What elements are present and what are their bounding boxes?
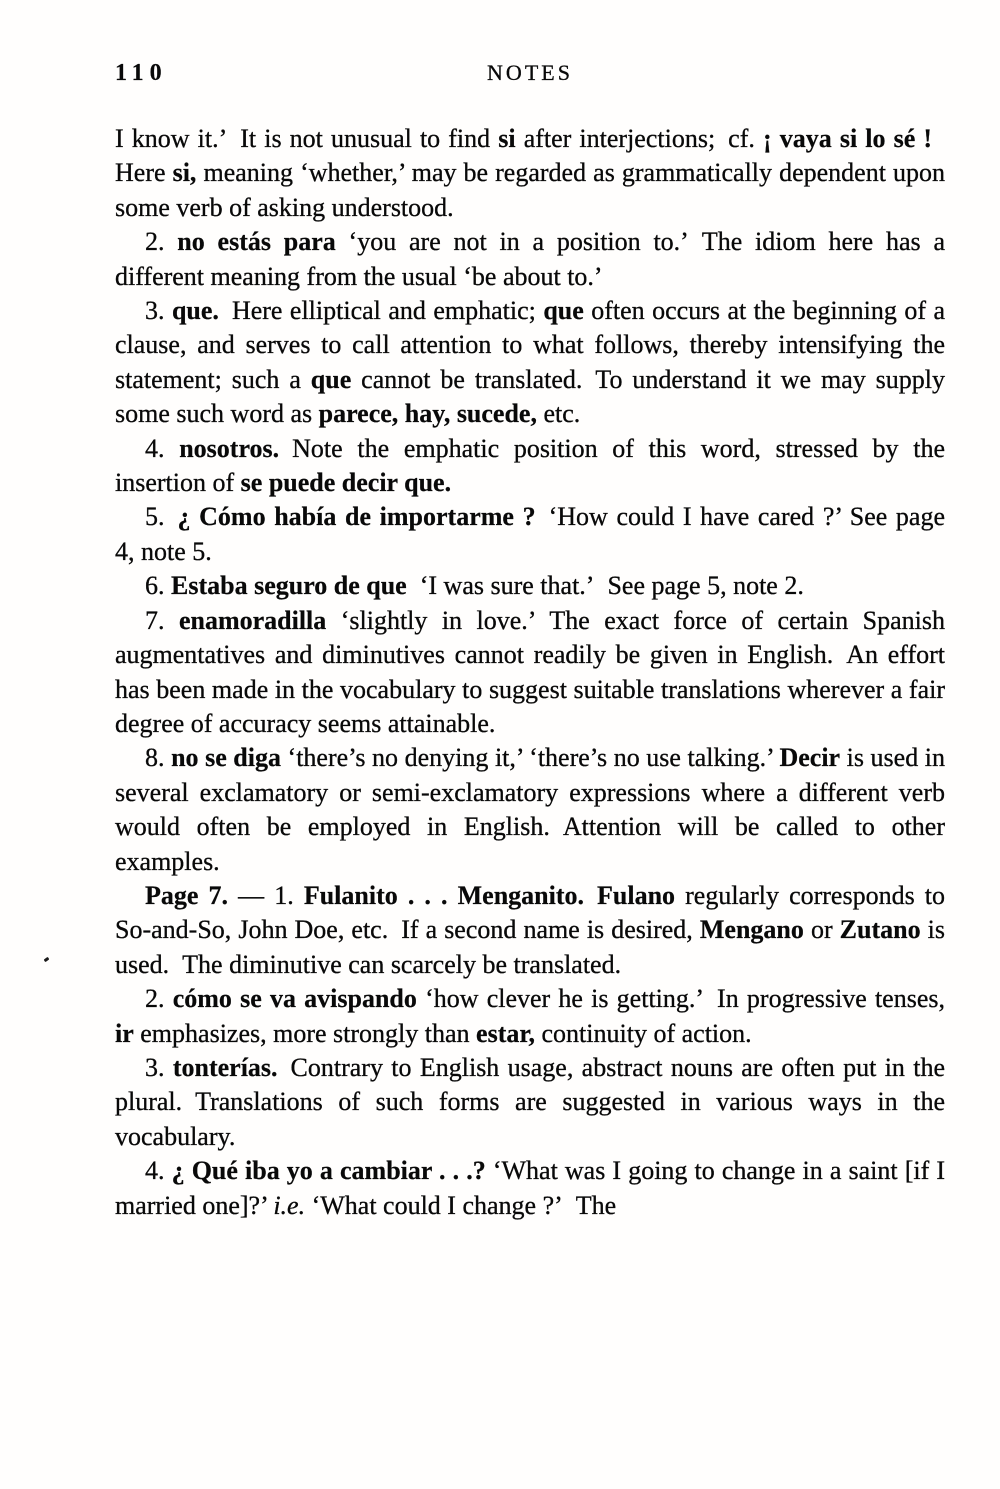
text-run: 8. [145, 743, 172, 773]
bold-run: se puede decir que. [240, 468, 452, 498]
italic-run: i.e. [273, 1190, 306, 1220]
text-run: continuity of action. [535, 1018, 752, 1048]
text-run: ‘you are not in a position to.’ The idiom here has a different meaning from the usual ‘be about to.’ [115, 227, 945, 291]
text-run: is used. The diminutive can scarcely be translated. [115, 915, 945, 979]
text-run: 3. [145, 296, 172, 326]
bold-run: si, [172, 158, 197, 188]
text-run: is used in several exclamatory or semi-exclamatory expressions where a different verb would often be employed in English. Attention will be called to other examples. [115, 743, 945, 876]
text-run: Contrary to English usage, abstract nouns are often put in the plural. Translations of such forms are suggested in various ways in the vocabulary. [115, 1052, 946, 1151]
page-number: 110 [115, 60, 168, 86]
text-run: I know it.’ It is not unusual to find [115, 124, 499, 153]
bold-run: Fulano [597, 880, 676, 910]
text-run: 2. [145, 984, 173, 1014]
text-run: Note the emphatic position of this word, stressed by the insertion of [115, 433, 946, 498]
scan-artifact-speck [44, 957, 50, 962]
paragraph [115, 741, 945, 879]
text-run: 3. [145, 1052, 173, 1082]
bold-run: Page 7. [145, 880, 229, 910]
bold-run: si [498, 124, 516, 153]
text-run: 7. [145, 605, 179, 635]
bold-run: Decir [779, 743, 841, 773]
paragraph [115, 982, 945, 1051]
text-run: — 1. [228, 880, 304, 910]
paragraph [115, 569, 945, 603]
bold-run: Zutano [839, 915, 921, 945]
paragraph [115, 879, 945, 982]
bold-run: que [310, 364, 352, 394]
text-run: ‘slightly in love.’ The exact force of certain Spanish augmentatives and diminutives cannot readily be given in English. An effort has been made in the vocabulary to suggest suitable translations wherever a fair degree of accuracy seems attainable. [115, 605, 945, 738]
bold-run: que [543, 296, 584, 326]
notes-text-body [115, 122, 945, 1223]
bold-run: ¡ vaya si lo sé ! [762, 124, 932, 153]
text-run: 6. [145, 571, 171, 601]
text-run: or [803, 915, 840, 945]
bold-run: nosotros. [179, 433, 280, 463]
bold-run: ¿ Cómo había de importarme ? [177, 502, 536, 532]
text-run: after interjections; cf. [515, 124, 763, 153]
bold-run: no estás para [177, 227, 336, 257]
paragraph [115, 500, 945, 569]
paragraph [115, 604, 945, 742]
text-run: ‘How could I have cared ?’ See page 4, note 5. [115, 502, 945, 566]
page-header [115, 60, 945, 90]
bold-run: enamoradilla [178, 605, 327, 635]
text-run: etc. [536, 399, 581, 429]
bold-run: Mengano [699, 915, 804, 945]
running-head-title: NOTES [487, 60, 573, 85]
bold-run: que. [171, 296, 219, 326]
text-run: regularly corresponds to So-and-So, John Doe, etc. If a second name is desired, [115, 880, 946, 945]
text-run: cannot be translated. To understand it we may supply some such word as [115, 364, 945, 429]
text-run: Here elliptical and emphatic; [218, 296, 544, 326]
bold-run: cómo se va avispando [172, 984, 417, 1014]
text-run: 4. [145, 1156, 172, 1186]
text-run: emphasizes, more strongly than [133, 1018, 477, 1048]
text-run: ‘I was sure that.’ See page 5, note 2. [406, 571, 804, 601]
paragraph [115, 1154, 945, 1223]
text-run: 2. [145, 227, 178, 257]
text-run: ‘What was I going to change in a saint [if I married one]?’ [115, 1156, 946, 1220]
paragraph [115, 432, 945, 501]
paragraph [115, 122, 945, 225]
paragraph [115, 294, 945, 432]
text-run: ‘how clever he is getting.’ In progressive tenses, [416, 984, 945, 1014]
bold-run: Fulanito . . . Menganito. [303, 880, 584, 910]
bold-run: Estaba seguro de que [171, 571, 407, 601]
text-run: 4. [145, 433, 180, 463]
text-run: ‘What could I change ?’ The [305, 1190, 617, 1220]
text-run [584, 881, 597, 910]
text-run: ‘there’s no denying it,’ ‘there’s no use talking.’ [280, 743, 780, 773]
bold-run: ir [115, 1018, 134, 1048]
bold-run: no se diga [171, 743, 281, 773]
text-run: meaning ‘whether,’ may be regarded as grammatically dependent upon some verb of asking understood. [115, 158, 945, 222]
paragraph [115, 225, 945, 294]
bold-run: estar, [476, 1018, 536, 1048]
text-run: often occurs at the beginning of a clause, and serves to call attention to what follows, thereby intensifying the statement; such a [115, 296, 945, 394]
bold-run: ¿ Qué iba yo a cambiar . . .? [171, 1156, 486, 1186]
text-run: Here [115, 124, 945, 188]
text-run: 5. [145, 502, 178, 532]
bold-run: tonterías. [172, 1052, 278, 1082]
bold-run: parece, hay, sucede, [318, 399, 537, 429]
paragraph [115, 1051, 945, 1154]
